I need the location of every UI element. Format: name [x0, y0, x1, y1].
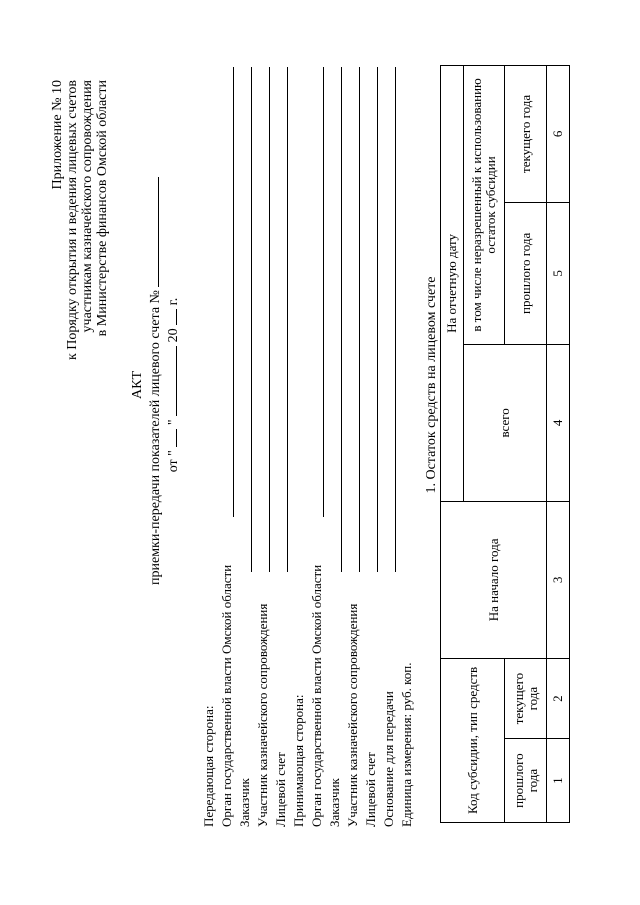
field-blank-line	[269, 67, 270, 572]
header-curr-year: текущего года	[505, 658, 547, 738]
field-blank-line	[377, 67, 378, 572]
parties-fields	[200, 67, 416, 827]
field-blank-line	[251, 67, 252, 572]
date-prefix: от "	[166, 450, 181, 473]
act-title-block	[130, 185, 182, 585]
field-label: Заказчик	[237, 778, 252, 827]
act-subtitle: приемки-передачи показателей лицевого счета №	[148, 290, 163, 585]
field-label: Орган государственной власти Омской области	[219, 564, 234, 827]
field-blank-line	[287, 67, 288, 572]
section-title: 1. Остаток средств на лицевом счете	[424, 276, 439, 494]
act-date-line	[164, 185, 182, 585]
field-row	[236, 67, 254, 827]
column-number: 1	[547, 739, 570, 823]
field-label: Заказчик	[327, 778, 342, 827]
field-row	[218, 67, 236, 827]
column-number: 2	[547, 658, 570, 738]
header-start: На начало года	[441, 501, 547, 658]
date-suffix: г.	[166, 297, 181, 306]
column-number: 5	[547, 202, 570, 344]
field-blank-line	[341, 67, 342, 572]
field-blank-line	[233, 67, 234, 517]
table-number-row	[547, 66, 570, 823]
annex-line-2: к Порядку открытия и ведения лицевых счетов	[65, 80, 80, 361]
field-row	[254, 67, 272, 827]
date-day-blank	[164, 429, 177, 447]
act-title: АКТ	[130, 371, 145, 399]
header-unused: в том числе неразрешенный к использованию остаток субсидии	[463, 66, 505, 345]
account-number-blank	[146, 177, 159, 287]
field-label: Передающая сторона:	[201, 705, 216, 827]
field-row	[272, 67, 290, 827]
field-label: Лицевой счет	[273, 752, 288, 827]
annex-line-1: Приложение № 10	[50, 80, 65, 190]
header-prev-year: прошлого года	[505, 202, 547, 344]
header-report: На отчетную дату	[441, 66, 464, 502]
column-number: 4	[547, 344, 570, 501]
header-code: Код субсидии, тип средств	[441, 658, 505, 822]
column-number: 3	[547, 501, 570, 658]
field-label: Орган государственной власти Омской области	[309, 564, 324, 827]
table-header-row	[441, 66, 464, 823]
field-label: Основание для передачи	[381, 691, 396, 827]
column-number: 6	[547, 66, 570, 203]
field-label: Единица измерения: руб. коп.	[399, 662, 414, 827]
field-blank-line	[395, 67, 396, 572]
header-total: всего	[463, 344, 546, 501]
field-row	[344, 67, 362, 827]
field-row	[308, 67, 326, 827]
header-curr-year: текущего года	[505, 66, 547, 203]
field-row	[380, 67, 398, 827]
annex-header	[50, 80, 110, 500]
field-label: Участник казначейского сопровождения	[255, 603, 270, 827]
date-month-blank	[164, 346, 177, 416]
header-prev-year: прошлого года	[505, 739, 547, 823]
field-row	[362, 67, 380, 827]
annex-line-3: участникам казначейского сопровождения	[80, 80, 95, 333]
balance-table	[440, 65, 570, 823]
date-year: 20	[166, 328, 181, 343]
field-label: Принимающая сторона:	[291, 694, 306, 827]
field-blank-line	[359, 67, 360, 572]
field-label: Лицевой счет	[363, 752, 378, 827]
field-row	[200, 67, 218, 827]
annex-line-4: в Министерстве финансов Омской области	[95, 80, 110, 337]
field-row	[326, 67, 344, 827]
field-row	[290, 67, 308, 827]
act-subtitle-line	[146, 185, 164, 585]
date-year-blank	[164, 309, 177, 325]
date-mid: "	[166, 419, 181, 426]
field-label: Участник казначейского сопровождения	[345, 603, 360, 827]
field-blank-line	[323, 67, 324, 517]
field-row	[398, 67, 416, 827]
